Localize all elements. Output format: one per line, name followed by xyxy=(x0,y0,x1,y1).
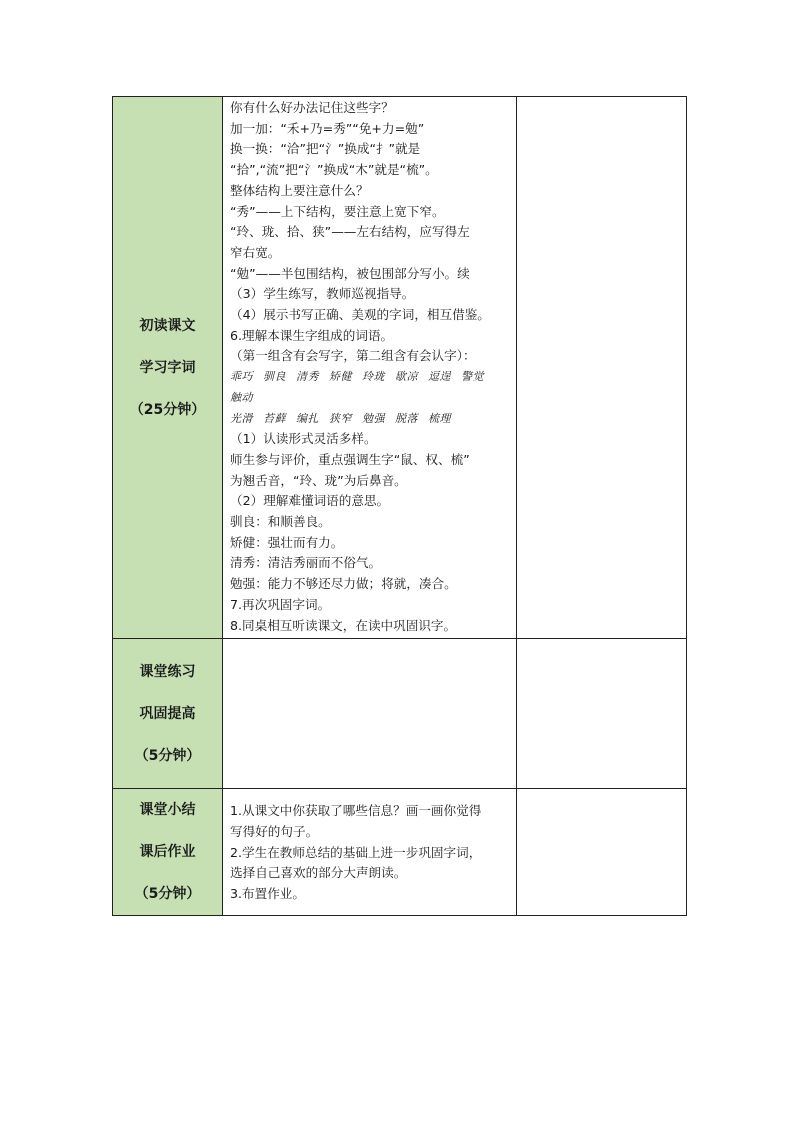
activity-line: 窄右宽。 xyxy=(230,244,281,260)
stage-subtitle: 巩固提高 xyxy=(139,705,196,722)
stage-subtitle: 课后作业 xyxy=(139,844,196,861)
activity-line: 清秀：清洁秀丽而不俗气。 xyxy=(230,555,382,571)
activity-line: 选择自己喜欢的部分大声朗读。 xyxy=(230,865,407,881)
activity-line: 为翘舌音，“玲、珑”为后鼻音。 xyxy=(230,472,407,488)
stage-title: 初读课文 xyxy=(139,317,196,334)
activity-line: 8.同桌相互听读课文，在读中巩固识字。 xyxy=(230,617,457,633)
notes-cell xyxy=(517,97,687,639)
table-row xyxy=(113,789,687,916)
notes-cell xyxy=(517,639,687,789)
table-row xyxy=(113,639,687,789)
activity-line: “拾”,“流”把“氵”换成“木”就是“梳”。 xyxy=(230,162,438,178)
activity-line: 1.从课文中你获取了哪些信息？画一画你觉得 xyxy=(230,803,482,819)
handwritten-word-list: 乖巧 驯良 清秀 矫健 玲珑 歇凉 逗逞 警觉 xyxy=(230,370,484,384)
activity-line: “玲、珑、拾、狭”——左右结构，应写得左 xyxy=(230,224,470,240)
stage-label-cell xyxy=(113,639,223,789)
lesson-plan-table xyxy=(112,96,687,916)
activity-line: （4）展示书写正确、美观的字词，相互借鉴。 xyxy=(230,307,490,323)
activity-line: （第一组含有会写字，第二组含有会认字）： xyxy=(230,348,476,364)
activity-line: （1）认读形式灵活多样。 xyxy=(230,431,377,447)
activity-line: 驯良：和顺善良。 xyxy=(230,514,331,530)
handwritten-word-list: 触动 xyxy=(230,390,253,404)
stage-duration: （5分钟） xyxy=(134,747,201,764)
stage-label-cell xyxy=(113,97,223,639)
activity-line: 加一加：“禾+乃=秀”“免+力=勉” xyxy=(230,120,425,136)
activity-line: 整体结构上要注意什么？ xyxy=(230,182,369,198)
activity-line: 2.学生在教师总结的基础上进一步巩固字词， xyxy=(230,844,482,860)
activity-text xyxy=(223,789,516,907)
stage-duration: （25分钟） xyxy=(129,401,206,418)
activity-line: （2）理解难懂词语的意思。 xyxy=(230,493,390,509)
activity-cell xyxy=(223,97,517,639)
activity-line: 你有什么好办法记住这些字？ xyxy=(230,100,394,115)
activity-line: 3.布置作业。 xyxy=(230,886,305,902)
stage-subtitle: 学习字词 xyxy=(139,359,196,376)
activity-line: 写得好的句子。 xyxy=(230,823,319,839)
activity-line: 矫健：强壮而有力。 xyxy=(230,534,344,550)
notes-cell xyxy=(517,789,687,916)
stage-duration: （5分钟） xyxy=(134,886,201,903)
activity-line: （3）学生练写，教师巡视指导。 xyxy=(230,286,415,302)
activity-line: “勉”——半包围结构，被包围部分写小。续 xyxy=(230,265,470,281)
activity-line: “秀”——上下结构，要注意上宽下窄。 xyxy=(230,203,445,219)
activity-cell xyxy=(223,789,517,916)
activity-text xyxy=(223,97,516,638)
stage-label-cell xyxy=(113,789,223,916)
activity-line: 勉强：能力不够还尽力做；将就，凑合。 xyxy=(230,576,457,592)
stage-title: 课堂练习 xyxy=(139,663,196,680)
handwritten-word-list: 光滑 苔藓 编扎 狭窄 勉强 脱落 梳理 xyxy=(230,411,451,425)
stage-title: 课堂小结 xyxy=(139,802,196,819)
activity-line: 7.再次巩固字词。 xyxy=(230,596,331,612)
activity-cell xyxy=(223,639,517,789)
table-row xyxy=(113,97,687,639)
activity-line: 换一换：“洽”把“氵”换成“扌”就是 xyxy=(230,141,421,157)
activity-line: 师生参与评价，重点强调生字“鼠、权、梳” xyxy=(230,451,470,467)
activity-line: 6.理解本课生字组成的词语。 xyxy=(230,327,394,343)
